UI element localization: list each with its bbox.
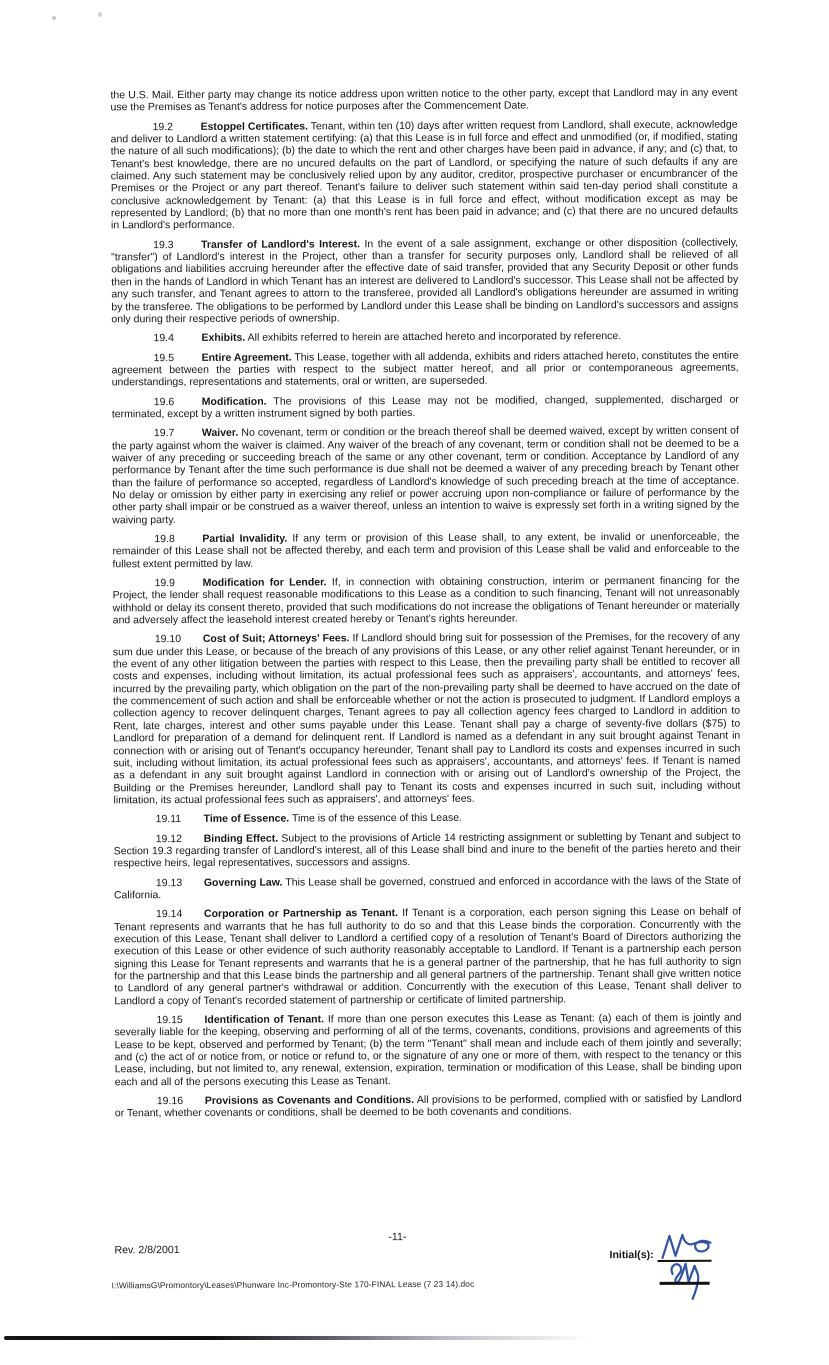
section-title: Waiver. [201, 427, 239, 440]
lease-section [112, 349, 739, 389]
lease-section [115, 1093, 742, 1120]
lease-section [113, 631, 741, 807]
section-body: If any term or provision of this Lease shall, to any extent, be invalid or unenforceable, the remainder of this Lease shall not be affected thereby, and each term and provision of this Lease shall be valid and enforceable to the fullest extent permitted by law. [112, 530, 740, 571]
section-title: Partial Invalidity. [202, 532, 288, 545]
section-number: 19.13 [155, 876, 183, 889]
section-body: Tenant, within ten (10) days after written request from Landlord, shall execute, acknowledge and deliver to Landlord a written statement certifying: (a) that this Lease is in full force and effect and unmodified (or, if modified, stating the nature of all such modifications); (b) the date to which the rent and other charges have been paid in advance, if any; and (c) that, to Tenant's best knowledge, there are no uncured defaults on the part of Landlord, or specifying the nature of such defaults if any are claimed. Any such statement may be conclusively relied upon by any auditor, creditor, prospective purchaser or encumbrancer of the Premises or the Project or any part thereof. Tenant's failure to deliver such statement within said ten-day period shall constitute a conclusive acknowledgement by Tenant: (a) that this Lease is in full force and effect, without modification except as may be represented by Landlord; (b) that no more than one month's rent has been paid in advance; and (c) that there are no uncured defaults in Landlord's performance. [110, 118, 738, 232]
section-title: Corporation or Partnership as Tenant. [203, 907, 399, 921]
section-body: Time is of the essence of this Lease. [289, 812, 462, 825]
lease-section [112, 425, 739, 526]
sections [111, 118, 742, 1120]
section-body: The provisions of this Lease may not be modified, changed, supplemented, discharged or terminated, except by a written instrument signed by both parties. [111, 393, 739, 421]
section-number: 19.15 [156, 1014, 183, 1027]
section-body: In the event of a sale assignment, exchange or other disposition (collectively, "transfer") of Landlord's interest in the Project, other than a transfer for security purposes only, Landlord shall be relieved of all obligations and liabilities accruing hereunder after the effective date of said transfer, provided that any Security Deposit or other funds then in the hands of Landlord in which Tenant has an interest are delivered to Landlord's successor. This Lease shall not be affected by any such transfer, and Tenant agrees to attorn to the transferee, provided all Landlord's obligations hereunder are assumed in writing by the transferee. The obligations to be performed by Landlord under this Lease shall be binding on Landlord's successors and assigns only during their respective periods of ownership. [111, 236, 739, 326]
lease-section [113, 575, 740, 627]
page-number: -11- [388, 1231, 407, 1244]
section-body: If more than one person executes this Lease as Tenant: (a) each of them is jointly and severally liable for the keeping, observing and performing of all of the terms, covenants, conditions, provisions and agreements of this Lease to be kept, observed and performed by Tenant; (b) the term "Tenant" shall mean and include each of them jointly and severally; and (c) the act of or notice from, or notice or refund to, or the signature of any one or more of them, with respect to the tenancy or this Lease, including, but not limited to, any renewal, extension, expiration, termination or modification of this Lease, shall be binding upon each and all of the persons executing this Lease as Tenant. [114, 1011, 742, 1089]
section-body: All provisions to be performed, complied with or satisfied by Landlord or Tenant, whether covenants or conditions, shall be deemed to be both covenants and conditions. [114, 1092, 742, 1120]
intro-paragraph: the U.S. Mail. Either party may change its notice address upon written notice to the other party, except that Landlord may in any event use the Premises as Tenant's address for notice purposes after the Commencement Date. [110, 86, 738, 114]
section-body: This Lease shall be governed, construed and enforced in accordance with the laws of the State of California. [113, 874, 741, 902]
section-body: If Landlord should bring suit for possession of the Premises, for the recovery of any sum due under this Lease, or because of the breach of any provisions of this Lease, or any other relief against Tenant hereunder, or in the event of any other litigation between the parties with respect to this Lease, then the prevailing party shall be entitled to recover all costs and expenses, including without limitation, its actual professional fees such as appraisers', accountants, and attorneys' fees, incurred by the prevailing party, which obligation on the part of the non-prevailing party shall be deemed to have accrued on the date of the commencement of such action and shall be enforceable whether or not the action is prosecuted to judgment. If Landlord employs a collection agency to recover delinquent charges, Tenant agrees to pay all collection agency fees charged to Landlord in addition to Rent, late charges, interest and other sums payable under this Lease. Tenant shall pay a charge of seventy-five dollars ($75) to Landlord for preparation of a demand for delinquent rent. If Landlord is named as a defendant in any suit brought against Tenant in connection with or arising out of Tenant's occupancy hereunder, Tenant shall pay to Landlord its costs and expenses incurred in such suit, including without limitation, its actual professional fees such as appraisers', accountants, and attorneys' fees. If Tenant is named as a defendant in any suit brought against Landlord in connection with or arising out of Landlord's ownership of the Project, the Building or the Premises hereunder, Landlord shall pay to Tenant its costs and expenses incurred in such suit, including without limitation, its actual professional fees such as appraisers', and attorneys' fees. [112, 630, 741, 807]
lease-section [114, 1012, 741, 1089]
lease-section [114, 811, 741, 826]
file-path: I:\WilliamsG\Promontory\Leases\Phunware Inc-Promontory-Ste 170-FINAL Lease (7 23 14).doc [111, 1278, 475, 1291]
section-title: Binding Effect. [203, 832, 279, 845]
scan-artifact-line [4, 1336, 590, 1340]
section-number: 19.11 [155, 813, 182, 826]
section-number: 19.9 [154, 577, 176, 590]
section-number: 19.3 [153, 238, 174, 251]
section-body: Subject to the provisions of Article 14 restricting assignment or subletting by Tenant and subject to Section 19.3 regarding transfer of Landlord's interest, all of this Lease shall bind and inure to the benefit of the parties hereto and their respective heirs, legal representatives, successors and assigns. [113, 830, 741, 870]
section-body: All exhibits referred to herein are attached hereto and incorporated by reference. [245, 330, 622, 344]
section-title: Identification of Tenant. [204, 1013, 325, 1026]
section-title: Cost of Suit; Attorneys' Fees. [202, 632, 350, 646]
section-number: 19.4 [153, 332, 174, 345]
section-body: This Lease, together with all addenda, exhibits and riders attached hereto, constitutes the entire agreement between the parties with respect to the subject matter hereof, and all prior or contemporaneous agreements, understandings, representations and statements, oral or written, are superseded. [111, 349, 739, 389]
section-number: 19.5 [153, 351, 175, 364]
handwritten-initial-1 [659, 1232, 715, 1260]
lease-section [114, 906, 741, 1007]
lease-section [111, 330, 738, 345]
section-body: No covenant, term or condition or the breach thereof shall be deemed waived, except by written consent of the party against whom the waiver is claimed. Any waiver of the breach of any covenant, term or condition shall not be deemed to be a waiver of any preceding or succeeding breach of the same or any other covenant, term or condition. Acceptance by Landlord of any performance by Tenant after the time such performance is due shall not be deemed a waiver of any preceding breach by Tenant other than the failure of performance so accepted, regardless of Landlord's knowledge of such preceding breach at the time of acceptance. No delay or omission by either party in exercising any relief or power accruing upon non-compliance or failure of performance by the other party shall impair or be construed as a waiver thereof, unless an intention to waive is expressly set forth in a writing signed by the waiving party. [111, 424, 740, 526]
lease-section [111, 118, 738, 232]
section-number: 19.10 [154, 633, 182, 646]
footer-revision: Rev. 2/8/2001 [114, 1244, 180, 1257]
lease-section [111, 236, 738, 325]
initials-label: Initial(s): [609, 1248, 654, 1262]
section-body: If Tenant is a corporation, each person signing this Lease on behalf of Tenant represents and warrants that he has full authority to do so and that this Lease binds the corporation. Concurrently with the execution of this Lease, Tenant shall deliver to Landlord a certified copy of a resolution of Tenant's Board of Directors authorizing the execution of this Lease or other evidence of such authority reasonably acceptable to Landlord. If Tenant is a partnership each person signing this Lease for Tenant represents and warrants that he is a general partner of the partnership, that he has full authority to sign for the partnership and that this Lease binds the partnership and all general partners of the partnership. Tenant shall give written notice to Landlord of any general partner's withdrawal or addition. Concurrently with the execution of this Lease, Tenant shall deliver to Landlord a copy of Tenant's recorded statement of partnership or certificate of limited partnership. [114, 905, 742, 1007]
section-number: 19.14 [155, 908, 183, 921]
lease-section [112, 531, 739, 571]
section-number: 19.16 [156, 1095, 184, 1108]
section-title: Time of Essence. [203, 812, 290, 826]
lease-text-column [110, 87, 742, 1128]
section-title: Governing Law. [203, 876, 283, 889]
section-title: Transfer of Landlord's Interest. [201, 238, 361, 251]
lease-section [114, 830, 741, 870]
section-number: 19.8 [154, 533, 175, 546]
section-title: Estoppel Certificates. [200, 120, 309, 133]
section-number: 19.6 [153, 395, 175, 408]
section-number: 19.7 [153, 427, 175, 440]
lease-section [112, 393, 739, 420]
section-title: Modification for Lender. [202, 576, 327, 589]
section-title: Exhibits. [201, 331, 246, 345]
section-number: 19.12 [155, 832, 182, 845]
initial-line-2 [660, 1282, 710, 1285]
section-title: Provisions as Covenants and Conditions. [204, 1094, 415, 1108]
section-number: 19.2 [152, 120, 174, 133]
section-body: If, in connection with obtaining construction, interim or permanent financing for the Project, the lender shall request reasonable modifications to this Lease as a condition to such financing, Tenant will not unreasonably withhold or delay its consent thereto, provided that such modifications do not increase the obligations of Tenant hereunder or materially and adversely affect the leasehold interest created hereby or Tenant's rights hereunder. [112, 574, 740, 627]
section-title: Entire Agreement. [201, 351, 292, 364]
lease-section [114, 874, 741, 901]
section-title: Modification. [201, 395, 267, 408]
